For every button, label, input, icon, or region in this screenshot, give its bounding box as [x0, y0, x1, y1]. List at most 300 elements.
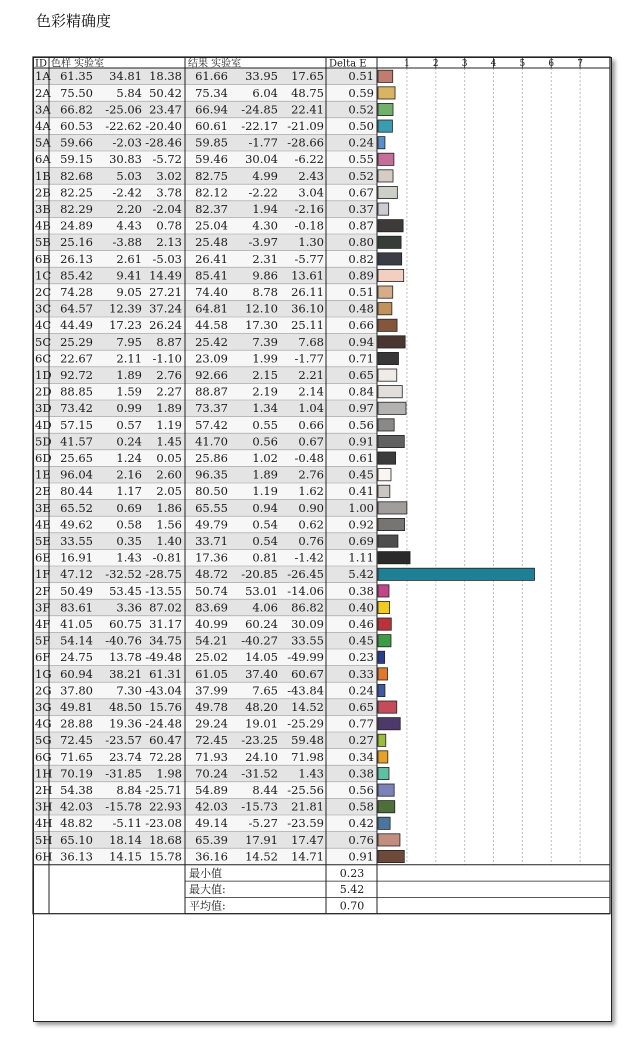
cell-result-value: -0.18 — [294, 218, 324, 233]
cell-sample-value: 1.89 — [156, 401, 182, 416]
cell-sample-value: 0.99 — [116, 401, 142, 416]
cell-sample-value: 5.84 — [116, 85, 142, 100]
delta-e-bar — [378, 153, 394, 165]
cell-sample-value: 37.24 — [149, 301, 182, 316]
cell-result-value: 1.34 — [252, 401, 278, 416]
cell-delta-e: 0.69 — [348, 534, 374, 548]
cell-sample-value: -5.11 — [112, 816, 142, 831]
cell-id: 5B — [35, 235, 51, 250]
page-title: 色彩精确度 — [36, 12, 112, 30]
cell-result-value: -22.17 — [241, 119, 278, 133]
cell-sample-value: -2.42 — [112, 185, 142, 200]
cell-sample-value: 96.04 — [60, 467, 93, 482]
cell-sample-value: 0.05 — [156, 451, 182, 465]
cell-sample-value: 41.05 — [60, 617, 93, 631]
cell-delta-e: 0.51 — [348, 285, 374, 299]
delta-e-bar — [378, 170, 393, 182]
cell-result-value: -25.56 — [287, 783, 324, 797]
cell-sample-value: 1.24 — [116, 451, 142, 465]
cell-result-value: 59.48 — [291, 733, 324, 748]
cell-result-value: 33.55 — [291, 633, 324, 648]
cell-sample-value: 85.42 — [60, 268, 93, 283]
cell-sample-value: -31.85 — [105, 766, 142, 781]
cell-id: 2H — [35, 783, 53, 797]
cell-sample-value: 1.56 — [156, 517, 182, 532]
cell-result-value: 13.61 — [291, 268, 324, 283]
cell-id: 1B — [35, 168, 51, 183]
cell-id: 1D — [35, 368, 52, 382]
cell-id: 5F — [35, 633, 51, 648]
cell-sample-value: -5.03 — [152, 251, 182, 266]
x-tick-label: 7 — [577, 59, 583, 69]
cell-sample-value: 18.14 — [109, 832, 142, 847]
cell-result-value: 72.45 — [195, 733, 228, 748]
cell-result-value: 0.56 — [252, 434, 278, 449]
cell-result-value: -6.22 — [294, 152, 324, 167]
cell-sample-value: 13.78 — [109, 650, 142, 665]
delta-e-bar — [378, 103, 393, 115]
cell-result-value: -26.45 — [287, 567, 324, 582]
cell-result-value: -21.09 — [287, 119, 324, 133]
cell-result-value: -23.59 — [287, 816, 324, 831]
cell-result-value: -2.16 — [294, 202, 324, 216]
cell-sample-value: 8.84 — [116, 783, 142, 797]
x-tick-label: 4 — [490, 59, 497, 69]
cell-sample-value: -13.55 — [145, 583, 182, 598]
cell-sample-value: 48.82 — [60, 816, 93, 831]
cell-result-value: 19.01 — [245, 716, 278, 731]
cell-id: 3E — [35, 500, 51, 515]
cell-id: 6D — [35, 451, 52, 465]
cell-sample-value: 36.13 — [60, 849, 93, 864]
cell-sample-value: -22.62 — [105, 119, 142, 133]
cell-sample-value: 9.05 — [116, 285, 142, 299]
cell-sample-value: 0.24 — [116, 434, 142, 449]
cell-delta-e: 0.91 — [348, 849, 374, 864]
delta-e-bar — [378, 186, 397, 198]
cell-delta-e: 0.65 — [348, 700, 374, 714]
cell-sample-value: 0.35 — [116, 534, 142, 548]
cell-sample-value: -24.48 — [145, 716, 182, 731]
cell-sample-value: 26.24 — [149, 318, 182, 333]
delta-e-bar — [378, 253, 402, 265]
cell-result-value: 1.04 — [298, 401, 324, 416]
cell-delta-e: 0.91 — [348, 434, 374, 449]
cell-sample-value: 15.78 — [149, 849, 182, 864]
cell-sample-value: 60.75 — [109, 617, 142, 631]
cell-id: 5A — [35, 135, 51, 150]
cell-result-value: 65.39 — [195, 832, 228, 847]
cell-result-value: -14.06 — [287, 583, 324, 598]
cell-sample-value: 23.74 — [109, 749, 142, 764]
cell-result-value: 1.30 — [298, 235, 324, 250]
cell-result-value: 26.11 — [291, 285, 324, 299]
delta-e-bar — [378, 303, 392, 315]
cell-sample-value: 2.61 — [116, 251, 142, 266]
cell-result-value: -31.52 — [241, 766, 278, 781]
cell-result-value: 17.36 — [195, 550, 228, 565]
cell-result-value: 25.11 — [291, 318, 324, 333]
cell-result-value: 1.62 — [298, 484, 324, 499]
cell-id: 3H — [35, 799, 53, 814]
cell-result-value: 82.12 — [195, 185, 228, 200]
cell-id: 5G — [35, 733, 52, 748]
cell-result-value: 30.04 — [245, 152, 278, 167]
cell-result-value: 30.09 — [291, 617, 324, 631]
cell-sample-value: 1.86 — [156, 500, 182, 515]
delta-e-bar — [378, 269, 404, 281]
cell-result-value: 0.90 — [298, 500, 324, 515]
cell-sample-value: -28.75 — [145, 567, 182, 582]
cell-result-value: 0.62 — [298, 517, 324, 532]
cell-result-value: 2.19 — [252, 384, 278, 399]
cell-sample-value: 34.75 — [149, 633, 182, 648]
cell-result-value: 14.52 — [291, 700, 324, 714]
cell-result-value: 2.43 — [298, 168, 324, 183]
cell-delta-e: 1.11 — [348, 550, 374, 565]
summary-value: 0.23 — [339, 866, 365, 880]
cell-result-value: 96.35 — [195, 467, 228, 482]
cell-delta-e: 0.92 — [348, 517, 374, 532]
cell-result-value: -49.99 — [287, 650, 324, 665]
header-sample-lab: 色样 实验室 — [51, 58, 105, 70]
cell-result-value: 49.78 — [195, 700, 228, 714]
delta-e-bar — [378, 651, 385, 663]
cell-sample-value: 73.42 — [60, 401, 93, 416]
x-tick-label: 5 — [519, 59, 526, 69]
delta-e-bar — [378, 850, 404, 862]
cell-id: 1G — [35, 666, 52, 681]
cell-result-value: -15.73 — [241, 799, 278, 814]
cell-sample-value: 15.76 — [149, 700, 182, 714]
delta-e-bar — [378, 70, 393, 82]
cell-delta-e: 0.56 — [348, 417, 374, 432]
cell-result-value: 74.40 — [195, 285, 228, 299]
delta-e-bar — [378, 801, 395, 813]
cell-result-value: 57.42 — [195, 417, 228, 432]
delta-e-bar — [378, 568, 535, 580]
cell-result-value: 60.24 — [245, 617, 278, 631]
cell-sample-value: 61.35 — [60, 69, 93, 84]
cell-result-value: 26.41 — [195, 251, 228, 266]
cell-sample-value: 82.29 — [60, 202, 93, 216]
cell-sample-value: -3.88 — [112, 235, 142, 250]
cell-id: 2A — [35, 85, 51, 100]
cell-sample-value: 3.02 — [156, 168, 182, 183]
cell-sample-value: 12.39 — [109, 301, 142, 316]
cell-sample-value: 0.78 — [156, 218, 182, 233]
cell-result-value: 1.19 — [252, 484, 278, 499]
cell-id: 3G — [35, 700, 52, 714]
cell-delta-e: 0.94 — [348, 334, 374, 349]
cell-result-value: 0.81 — [252, 550, 278, 565]
delta-e-bar — [378, 469, 391, 481]
cell-result-value: 14.52 — [245, 849, 278, 864]
cell-id: 2E — [35, 484, 51, 499]
cell-sample-value: 1.17 — [116, 484, 142, 499]
cell-sample-value: 14.49 — [149, 268, 182, 283]
cell-result-value: -43.84 — [287, 683, 324, 698]
cell-result-value: 59.85 — [195, 135, 228, 150]
cell-sample-value: -32.52 — [105, 567, 142, 582]
cell-sample-value: 82.68 — [60, 168, 93, 183]
cell-sample-value: 42.03 — [60, 799, 93, 814]
cell-result-value: 4.06 — [252, 600, 278, 615]
cell-id: 3F — [35, 600, 51, 615]
summary-value: 0.70 — [339, 899, 365, 913]
header-delta-e: Delta E — [329, 58, 367, 70]
cell-id: 4G — [35, 716, 52, 731]
delta-e-bar — [378, 834, 400, 846]
delta-e-bar — [378, 137, 385, 149]
cell-id: 5D — [35, 434, 52, 449]
delta-e-bar — [378, 535, 398, 547]
cell-sample-value: 24.89 — [60, 218, 93, 233]
cell-result-value: 12.10 — [245, 301, 278, 316]
cell-result-value: 1.99 — [252, 351, 278, 366]
cell-sample-value: -28.46 — [145, 135, 182, 150]
cell-result-value: -5.27 — [248, 816, 278, 831]
cell-delta-e: 0.65 — [348, 368, 374, 382]
cell-sample-value: 25.16 — [60, 235, 93, 250]
cell-result-value: 48.20 — [245, 700, 278, 714]
cell-id: 1A — [35, 69, 51, 84]
cell-sample-value: 72.28 — [149, 749, 182, 764]
cell-result-value: 37.99 — [195, 683, 228, 698]
cell-sample-value: 87.02 — [149, 600, 182, 615]
cell-sample-value: 26.13 — [60, 251, 93, 266]
cell-sample-value: 61.31 — [149, 666, 182, 681]
delta-e-bar — [378, 87, 395, 99]
cell-sample-value: 3.36 — [116, 600, 142, 615]
cell-sample-value: 23.47 — [149, 102, 182, 117]
cell-sample-value: 34.81 — [109, 69, 142, 84]
cell-delta-e: 0.45 — [348, 633, 374, 648]
cell-result-value: -1.77 — [294, 351, 324, 366]
cell-result-value: 4.30 — [252, 218, 278, 233]
cell-id: 4C — [35, 318, 52, 333]
delta-e-bar — [378, 286, 393, 298]
cell-sample-value: 16.91 — [60, 550, 93, 565]
cell-id: 6E — [35, 550, 51, 565]
cell-sample-value: -20.40 — [145, 119, 182, 133]
cell-result-value: 7.39 — [252, 334, 278, 349]
cell-sample-value: 1.59 — [116, 384, 142, 399]
delta-e-bar — [378, 203, 389, 215]
delta-e-bar — [378, 668, 388, 680]
cell-id: 2D — [35, 384, 52, 399]
cell-delta-e: 0.84 — [348, 384, 374, 399]
cell-delta-e: 0.24 — [348, 135, 374, 150]
cell-sample-value: -2.03 — [112, 135, 142, 150]
delta-e-bar — [378, 751, 388, 763]
cell-sample-value: 82.25 — [60, 185, 93, 200]
cell-result-value: 0.54 — [252, 517, 278, 532]
cell-sample-value: 22.67 — [60, 351, 93, 366]
cell-result-value: 8.44 — [252, 783, 278, 797]
cell-result-value: 73.37 — [195, 401, 228, 416]
x-tick-label: 1 — [404, 59, 410, 69]
cell-result-value: 40.99 — [195, 617, 228, 631]
cell-result-value: 88.87 — [195, 384, 228, 399]
cell-result-value: 61.66 — [195, 69, 228, 84]
cell-result-value: 6.04 — [252, 85, 278, 100]
cell-id: 3C — [35, 301, 52, 316]
cell-sample-value: 0.69 — [116, 500, 142, 515]
cell-sample-value: 2.76 — [156, 368, 182, 382]
cell-result-value: 48.75 — [291, 85, 324, 100]
x-tick-label: 2 — [432, 59, 439, 69]
cell-sample-value: -5.72 — [152, 152, 182, 167]
cell-id: 5E — [35, 534, 51, 548]
cell-id: 6B — [35, 251, 51, 266]
cell-id: 6F — [35, 650, 51, 665]
cell-id: 1H — [35, 766, 53, 781]
cell-delta-e: 0.46 — [348, 617, 374, 631]
cell-result-value: 1.89 — [252, 467, 278, 482]
cell-id: 3B — [35, 202, 51, 216]
cell-delta-e: 0.61 — [348, 451, 374, 465]
cell-sample-value: 3.78 — [156, 185, 182, 200]
cell-result-value: 24.10 — [245, 749, 278, 764]
cell-result-value: 23.09 — [195, 351, 228, 366]
cell-result-value: 25.04 — [195, 218, 228, 233]
delta-e-bar — [378, 601, 390, 613]
cell-delta-e: 0.41 — [348, 484, 374, 499]
delta-e-bar — [378, 502, 407, 514]
x-tick-label: 6 — [548, 59, 555, 69]
cell-result-value: -25.29 — [287, 716, 324, 731]
cell-delta-e: 0.52 — [348, 168, 374, 183]
cell-sample-value: -43.04 — [145, 683, 182, 698]
cell-id: 6A — [35, 152, 51, 167]
cell-delta-e: 0.77 — [348, 716, 374, 731]
cell-id: 4B — [35, 218, 51, 233]
cell-sample-value: 7.30 — [116, 683, 142, 698]
cell-sample-value: 0.57 — [116, 417, 142, 432]
cell-sample-value: 4.43 — [116, 218, 142, 233]
cell-sample-value: -49.48 — [145, 650, 182, 665]
cell-sample-value: 83.61 — [60, 600, 93, 615]
cell-delta-e: 0.67 — [348, 185, 374, 200]
cell-sample-value: 71.65 — [60, 749, 93, 764]
cell-delta-e: 0.23 — [348, 650, 374, 665]
cell-result-value: 17.65 — [291, 69, 324, 84]
cell-sample-value: 2.27 — [156, 384, 182, 399]
cell-sample-value: 92.72 — [60, 368, 93, 382]
cell-result-value: 71.98 — [291, 749, 324, 764]
delta-e-bar — [378, 120, 392, 132]
cell-sample-value: 59.66 — [60, 135, 93, 150]
cell-sample-value: 2.20 — [116, 202, 142, 216]
cell-delta-e: 0.52 — [348, 102, 374, 117]
cell-result-value: 59.46 — [195, 152, 228, 167]
cell-result-value: 42.03 — [195, 799, 228, 814]
cell-result-value: 49.79 — [195, 517, 228, 532]
cell-sample-value: 38.21 — [109, 666, 142, 681]
delta-e-bar — [378, 386, 402, 398]
cell-result-value: 25.42 — [195, 334, 228, 349]
cell-id: 6C — [35, 351, 52, 366]
cell-result-value: -2.22 — [248, 185, 278, 200]
cell-sample-value: 60.94 — [60, 666, 93, 681]
cell-sample-value: 72.45 — [60, 733, 93, 748]
cell-result-value: 1.43 — [298, 766, 324, 781]
cell-result-value: 82.75 — [195, 168, 228, 183]
cell-result-value: -20.85 — [241, 567, 278, 582]
cell-sample-value: 49.62 — [60, 517, 93, 532]
cell-result-value: 54.89 — [195, 783, 228, 797]
cell-result-value: 2.31 — [252, 251, 278, 266]
cell-result-value: 53.01 — [245, 583, 278, 598]
delta-e-bar — [378, 452, 396, 464]
cell-id: 3D — [35, 401, 52, 416]
cell-sample-value: 7.95 — [116, 334, 142, 349]
cell-delta-e: 0.50 — [348, 119, 374, 133]
cell-result-value: 60.61 — [195, 119, 228, 133]
cell-result-value: 8.78 — [252, 285, 278, 299]
cell-result-value: -24.85 — [241, 102, 278, 117]
cell-delta-e: 0.34 — [348, 749, 374, 764]
cell-delta-e: 0.45 — [348, 467, 374, 482]
cell-result-value: 0.66 — [298, 417, 324, 432]
cell-id: 1E — [35, 467, 51, 482]
cell-sample-value: 65.10 — [60, 832, 93, 847]
cell-result-value: 71.93 — [195, 749, 228, 764]
summary-label: 最大值: — [189, 883, 226, 897]
cell-result-value: 3.04 — [298, 185, 324, 200]
cell-sample-value: 28.88 — [60, 716, 93, 731]
cell-result-value: 66.94 — [195, 102, 228, 117]
cell-result-value: 7.68 — [298, 334, 324, 349]
cell-result-value: 17.30 — [245, 318, 278, 333]
cell-delta-e: 0.97 — [348, 401, 374, 416]
cell-sample-value: 9.41 — [116, 268, 142, 283]
cell-sample-value: 47.12 — [60, 567, 93, 582]
cell-delta-e: 0.58 — [348, 799, 374, 814]
cell-sample-value: 2.05 — [156, 484, 182, 499]
cell-id: 2C — [35, 285, 52, 299]
cell-result-value: 75.34 — [195, 85, 228, 100]
cell-sample-value: -23.08 — [145, 816, 182, 831]
delta-e-bar — [378, 701, 397, 713]
cell-delta-e: 0.80 — [348, 235, 374, 250]
delta-e-bar — [378, 585, 389, 597]
cell-result-value: 29.24 — [195, 716, 228, 731]
cell-sample-value: 8.87 — [156, 334, 182, 349]
delta-e-bar — [378, 402, 406, 414]
cell-delta-e: 0.40 — [348, 600, 374, 615]
cell-result-value: 83.69 — [195, 600, 228, 615]
delta-e-bar — [378, 419, 394, 431]
cell-sample-value: 75.50 — [60, 85, 93, 100]
cell-result-value: -1.42 — [294, 550, 324, 565]
cell-result-value: 80.50 — [195, 484, 228, 499]
cell-id: 1C — [35, 268, 52, 283]
cell-result-value: 92.66 — [195, 368, 228, 382]
cell-result-value: 61.05 — [195, 666, 228, 681]
cell-result-value: -3.97 — [248, 235, 278, 250]
cell-result-value: 0.55 — [252, 417, 278, 432]
cell-sample-value: 1.19 — [156, 417, 182, 432]
delta-e-bar — [378, 784, 394, 796]
cell-delta-e: 1.00 — [348, 500, 374, 515]
cell-sample-value: 1.40 — [156, 534, 182, 548]
cell-sample-value: 80.44 — [60, 484, 93, 499]
cell-delta-e: 0.27 — [348, 733, 374, 748]
cell-result-value: 0.54 — [252, 534, 278, 548]
cell-delta-e: 0.82 — [348, 251, 374, 266]
